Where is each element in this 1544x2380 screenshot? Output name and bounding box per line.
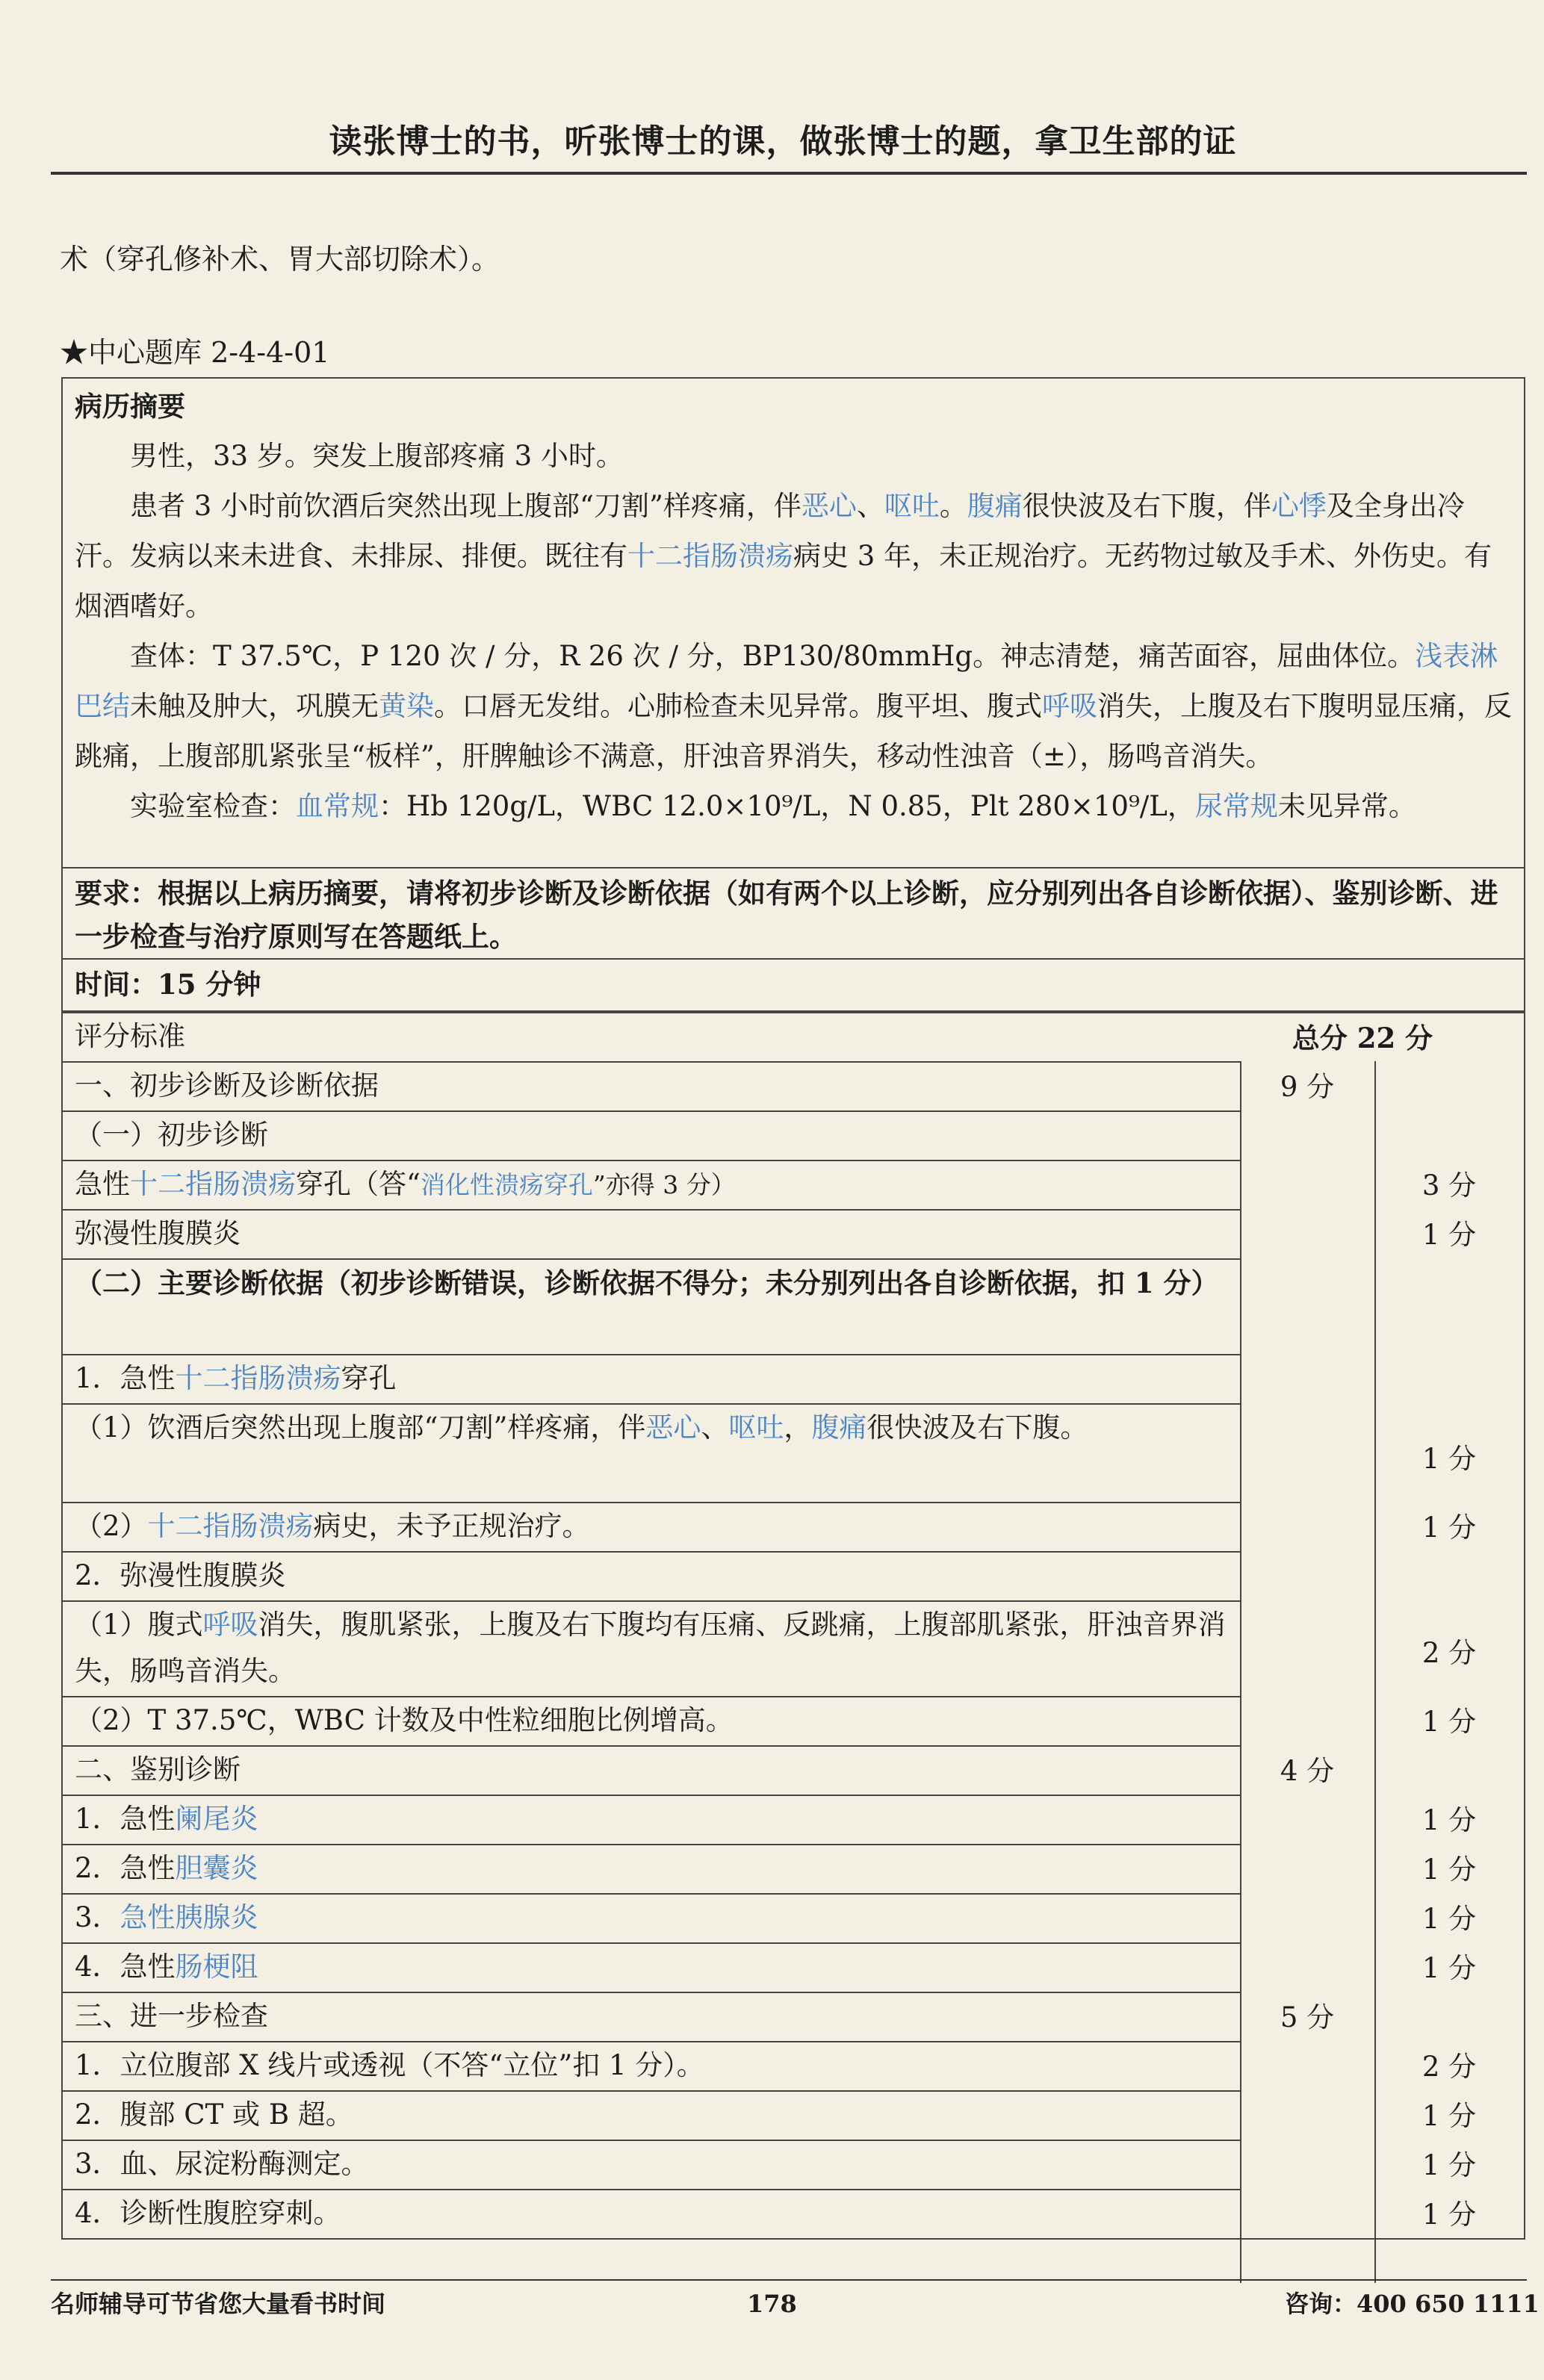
basis-1-1-score: 1 分 [1421, 1443, 1477, 1475]
exam-4-row [63, 2189, 1477, 2238]
footer-rule [51, 2279, 1527, 2281]
exam-3-score: 1 分 [1421, 2149, 1477, 2181]
diagnosis-2: 弥漫性腹膜炎 [75, 1217, 241, 1249]
grading-header-label: 评分标准 [75, 1020, 185, 1052]
basis-2-1-score: 2 分 [1421, 1637, 1477, 1669]
basis-2-2-row [63, 1696, 1477, 1745]
dd-3: 3．急性胰腺炎 [75, 1901, 258, 1933]
basis-2-2: （2）T 37.5℃，WBC 计数及中性粒细胞比例增高。 [75, 1704, 734, 1736]
grading-total: 总分 22 分 [1292, 1022, 1433, 1054]
summary-para-2: 患者 3 小时前饮酒后突然出现上腹部“刀割”样疼痛，伴恶心、呕吐。腹痛很快波及右下腹，伴心悸及全身出冷汗。发病以来未进食、未排尿、排便。既往有十二指肠溃疡病史 3 年，未正规治疗。无药物过敏及手术、外伤史。有烟酒嗜好。 [75, 490, 1492, 622]
basis-2-1: （1）腹式呼吸消失，腹肌紧张，上腹及右下腹均有压痛、反跳痛，上腹部肌紧张，肝浊音界消失，肠鸣音消失。 [75, 1609, 1226, 1687]
exam-2-score: 1 分 [1421, 2100, 1477, 2132]
time-limit: 时间：15 分钟 [61, 960, 1525, 1012]
section-2-row [63, 1745, 1335, 1795]
exam-1: 1．立位腹部 X 线片或透视（不答“立位”扣 1 分）。 [75, 2049, 704, 2081]
basis-1-row [63, 1354, 1240, 1403]
diagnosis-1-row [63, 1160, 1477, 1209]
page-number: 178 [747, 2290, 797, 2318]
grading-header-row [63, 1012, 1524, 1061]
col-divider-1 [1240, 1061, 1241, 2283]
exam-3: 3．血、尿淀粉酶测定。 [75, 2148, 369, 2180]
exam-1-score: 2 分 [1421, 2051, 1477, 2083]
summary-title: 病历摘要 [75, 390, 185, 423]
dd-3-score: 1 分 [1421, 1903, 1477, 1935]
footer-slogan: 名师辅导可节省您大量看书时间 [51, 2290, 386, 2318]
basis-1-2: （2）十二指肠溃疡病史，未予正规治疗。 [75, 1510, 590, 1542]
exam-2-row [63, 2090, 1477, 2140]
basis-2-row [63, 1551, 1240, 1600]
exam-2: 2．腹部 CT 或 B 超。 [75, 2098, 353, 2131]
dd-3-row [63, 1893, 1477, 1942]
basis-2-1-row [63, 1600, 1477, 1696]
basis-1-2-score: 1 分 [1421, 1511, 1477, 1544]
basis-1-1: （1）饮酒后突然出现上腹部“刀割”样疼痛，伴恶心、呕吐，腹痛很快波及右下腹。 [75, 1411, 1088, 1444]
diagnosis-1-score: 3 分 [1421, 1169, 1477, 1202]
intro-line: 术（穿孔修补术、胃大部切除术）。 [60, 243, 500, 276]
diagnosis-2-score: 1 分 [1421, 1219, 1477, 1251]
dd-2-score: 1 分 [1421, 1854, 1477, 1886]
section-2-title: 二、鉴别诊断 [75, 1753, 241, 1786]
section-2-score: 4 分 [1280, 1755, 1335, 1787]
s1-sub1-row [63, 1110, 1240, 1160]
s1-sub2-row [63, 1258, 1240, 1354]
dd-1-score: 1 分 [1421, 1804, 1477, 1836]
s1-sub2: （二）主要诊断依据（初步诊断错误，诊断依据不得分；未分别列出各自诊断依据，扣 1 分） [75, 1267, 1219, 1299]
s1-sub1: （一）初步诊断 [75, 1119, 268, 1151]
exam-4-score: 1 分 [1421, 2199, 1477, 2231]
summary-para-3: 查体：T 37.5℃，P 120 次 / 分，R 26 次 / 分，BP130/80mmHg。神志清楚，痛苦面容，屈曲体位。浅表淋巴结未触及肿大，巩膜无黄染。口唇无发绀。心肺检查未见异常。腹平坦、腹式呼吸消失，上腹及右下腹明显压痛，反跳痛，上腹部肌紧张呈“板样”，肝脾触诊不满意，肝浊音界消失，移动性浊音（±），肠鸣音消失。 [75, 640, 1512, 772]
dd-2: 2．急性胆囊炎 [75, 1852, 258, 1884]
section-3-title: 三、进一步检查 [75, 2000, 268, 2032]
basis-2-2-score: 1 分 [1421, 1706, 1477, 1738]
grading-table [61, 1012, 1525, 2240]
exam-3-row [63, 2140, 1477, 2189]
requirement: 要求：根据以上病历摘要，请将初步诊断及诊断依据（如有两个以上诊断，应分别列出各自诊断依据）、鉴别诊断、进一步检查与治疗原则写在答题纸上。 [61, 869, 1525, 960]
footer-hotline: 咨询：400 650 1111 [1285, 2290, 1540, 2318]
dd-2-row [63, 1844, 1477, 1893]
section-1-title: 一、初步诊断及诊断依据 [75, 1069, 379, 1102]
page-header: 读张博士的书，听张博士的课，做张博士的题，拿卫生部的证 [329, 122, 1237, 161]
basis-1-1-row [63, 1403, 1477, 1502]
dd-4: 4．急性肠梗阻 [75, 1951, 258, 1983]
diagnosis-2-row [63, 1209, 1477, 1258]
dd-1-row [63, 1795, 1477, 1844]
exam-4: 4．诊断性腹腔穿刺。 [75, 2197, 341, 2229]
dd-4-row [63, 1942, 1477, 1992]
question-bank-id: ★中心题库 2-4-4-01 [60, 336, 330, 369]
section-3-score: 5 分 [1280, 2001, 1335, 2033]
case-summary [61, 377, 1525, 869]
summary-para-4: 实验室检查：血常规：Hb 120g/L，WBC 12.0×10⁹/L，N 0.85，Plt 280×10⁹/L，尿常规未见异常。 [130, 790, 1416, 822]
exam-1-row [63, 2041, 1477, 2090]
dd-1: 1．急性阑尾炎 [75, 1803, 258, 1835]
section-3-row [63, 1992, 1335, 2041]
section-1-score: 9 分 [1280, 1071, 1335, 1103]
header-rule [51, 172, 1527, 175]
summary-para-1: 男性，33 岁。突发上腹部疼痛 3 小时。 [130, 440, 624, 472]
diagnosis-1: 急性十二指肠溃疡穿孔（答“消化性溃疡穿孔”亦得 3 分） [75, 1168, 736, 1200]
basis-1: 1．急性十二指肠溃疡穿孔 [75, 1362, 397, 1394]
basis-1-2-row [63, 1502, 1477, 1551]
section-1-row [63, 1061, 1335, 1110]
basis-2: 2．弥漫性腹膜炎 [75, 1559, 286, 1591]
dd-4-score: 1 分 [1421, 1952, 1477, 1984]
